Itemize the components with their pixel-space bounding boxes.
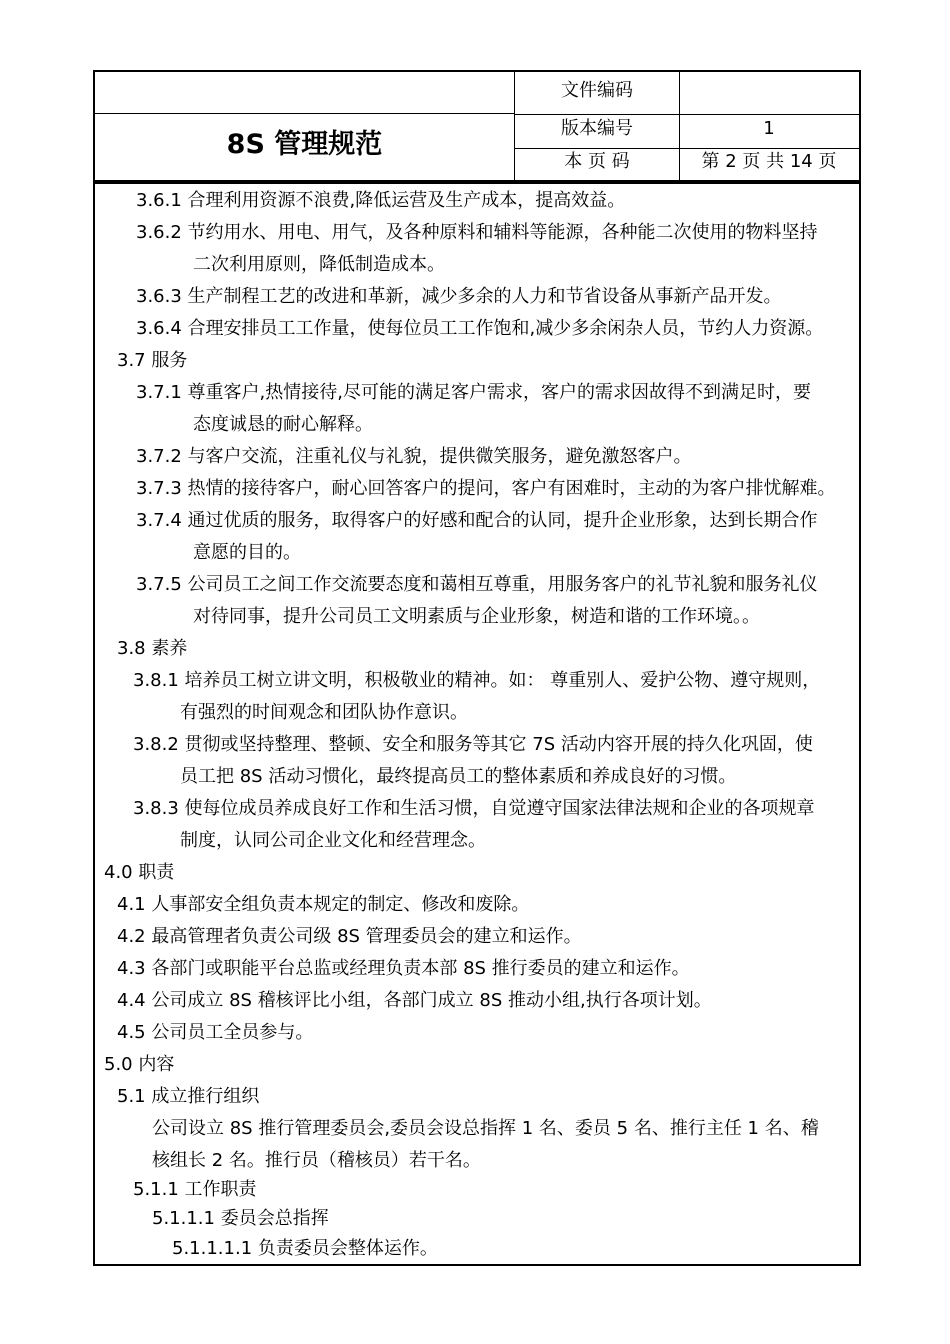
text-line: 4.2 最高管理者负责公司级 8S 管理委员会的建立和运作。: [117, 926, 582, 947]
text-line: 4.3 各部门或职能平台总监或经理负责本部 8S 推行委员的建立和运作。: [117, 958, 690, 979]
text-line: 3.6.4 合理安排员工工作量，使每位员工工作饱和,减少多余闲杂人员，节约人力资源。: [136, 318, 824, 339]
text-line: 3.7.2 与客户交流，注重礼仪与礼貌，提供微笑服务，避免激怒客户。: [136, 446, 692, 467]
text-line: 5.1.1.1 委员会总指挥: [152, 1208, 329, 1229]
text-line: 4.1 人事部安全组负责本规定的制定、修改和废除。: [117, 894, 530, 915]
text-line: 有强烈的时间观念和团队协作意识。: [180, 702, 468, 723]
document-header: [93, 70, 861, 182]
text-line: 核组长 2 名。推行员（稽核员）若干名。: [152, 1150, 481, 1171]
text-line: 3.6.1 合理利用资源不浪费,降低运营及生产成本，提高效益。: [136, 190, 626, 211]
text-line: 3.7.5 公司员工之间工作交流要态度和蔼相互尊重，用服务客户的礼节礼貌和服务礼仪: [136, 574, 818, 595]
section-heading: 5.1 成立推行组织: [117, 1086, 260, 1107]
text-line: 制度，认同公司企业文化和经营理念。: [180, 830, 486, 851]
text-line: 态度诚恳的耐心解释。: [193, 414, 373, 435]
page-value: 第 2 页 共 14 页: [701, 151, 837, 172]
text-line: 5.1.1 工作职责: [133, 1179, 257, 1200]
section-heading: 3.8 素养: [117, 638, 188, 659]
version-value: 1: [763, 118, 775, 139]
text-line: 员工把 8S 活动习惯化，最终提高员工的整体素质和养成良好的习惯。: [180, 766, 737, 787]
text-line: 二次利用原则，降低制造成本。: [193, 254, 445, 275]
text-line: 3.6.2 节约用水、用电、用气，及各种原料和辅料等能源，各种能二次使用的物料坚持: [136, 222, 818, 243]
text-line: 对待同事，提升公司员工文明素质与企业形象，树造和谐的工作环境。。: [193, 606, 760, 627]
text-line: 4.5 公司员工全员参与。: [117, 1022, 314, 1043]
text-line: 3.8.2 贯彻或坚持整理、整顿、安全和服务等其它 7S 活动内容开展的持久化巩固，使: [133, 734, 813, 755]
text-line: 5.1.1.1.1 负责委员会整体运作。: [172, 1238, 438, 1259]
text-line: 公司设立 8S 推行管理委员会,委员会设总指挥 1 名、委员 5 名、推行主任 1 名、稽: [152, 1118, 819, 1139]
text-line: 意愿的目的。: [193, 542, 301, 563]
title-top-row: [95, 72, 514, 114]
title-cell: [95, 72, 515, 180]
section-heading: 3.7 服务: [117, 350, 188, 371]
section-heading: 5.0 内容: [104, 1054, 175, 1075]
text-line: 3.8.1 培养员工树立讲文明，积极敬业的精神。如： 尊重别人、爱护公物、遵守规则，: [133, 670, 821, 691]
text-line: 3.7.3 热情的接待客户，耐心回答客户的提问，客户有困难时，主动的为客户排忧解难。: [136, 478, 836, 499]
text-line: 3.7.1 尊重客户,热情接待,尽可能的满足客户需求，客户的需求因故得不到满足时，要: [136, 382, 811, 403]
section-heading: 4.0 职责: [104, 862, 175, 883]
text-line: 4.4 公司成立 8S 稽核评比小组，各部门成立 8S 推动小组,执行各项计划。: [117, 990, 712, 1011]
version-label: 版本编号: [561, 118, 633, 139]
file-code-label: 文件编码: [561, 80, 633, 101]
text-line: 3.7.4 通过优质的服务，取得客户的好感和配合的认同，提升企业形象，达到长期合作: [136, 510, 818, 531]
page-label: 本 页 码: [564, 151, 630, 172]
document-title: 8S 管理规范: [226, 129, 383, 160]
text-line: 3.6.3 生产制程工艺的改进和革新，减少多余的人力和节省设备从事新产品开发。: [136, 286, 782, 307]
text-line: 3.8.3 使每位成员养成良好工作和生活习惯，自觉遵守国家法律法规和企业的各项规章: [133, 798, 815, 819]
